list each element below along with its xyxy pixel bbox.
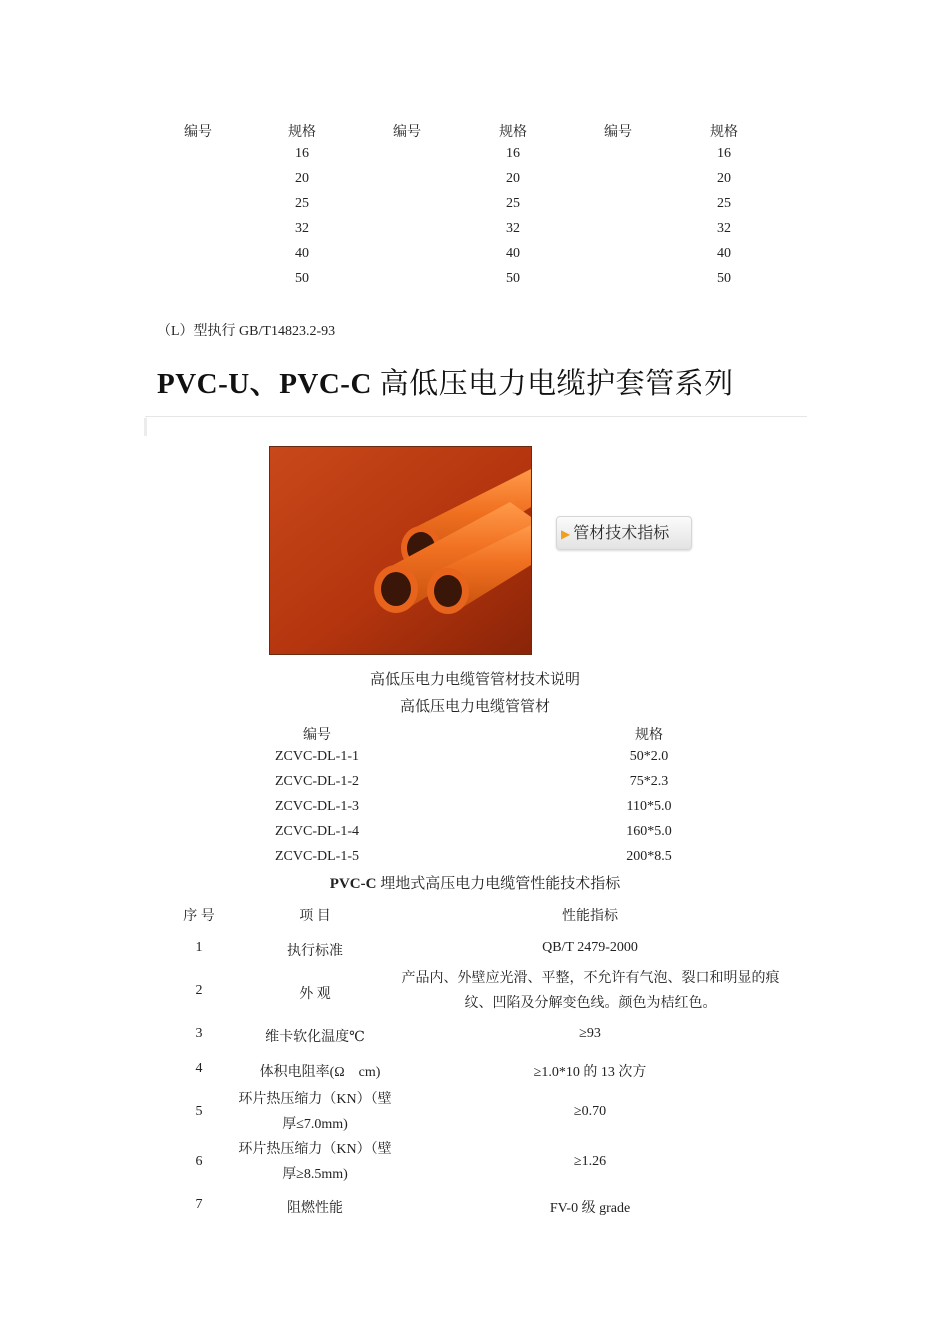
product-spec: 75*2.3 <box>629 774 669 789</box>
spec-header: 规格 <box>499 125 527 140</box>
spec-cell: 20 <box>506 171 520 186</box>
product-spec: 50*2.0 <box>629 749 669 764</box>
product-spec: 200*8.5 <box>626 849 672 864</box>
product-code: ZCVC-DL-1-1 <box>275 749 359 764</box>
perf-no: 6 <box>195 1154 203 1169</box>
divider <box>145 416 807 417</box>
perf-title <box>330 872 620 893</box>
caption-subtitle: 高低压电力电缆管管材 <box>399 699 551 715</box>
spec-cell: 40 <box>506 246 520 261</box>
perf-no: 1 <box>195 940 203 955</box>
spec-header: 规格 <box>710 125 738 140</box>
spec-cell: 20 <box>295 171 309 186</box>
spec-header: 编号 <box>184 125 212 140</box>
spec-cell: 32 <box>295 221 309 236</box>
perf-header: 性能指标 <box>562 909 618 924</box>
perf-item: 执行标准 <box>287 944 343 959</box>
perf-item: 环片热压缩力（KN）（壁厚≤7.0mm) <box>238 1092 392 1132</box>
spec-header: 规格 <box>288 125 316 140</box>
perf-item: 阻燃性能 <box>287 1201 343 1216</box>
product-code: ZCVC-DL-1-5 <box>275 849 359 864</box>
perf-title-bold: PVC-C <box>329 876 377 892</box>
spec-cell: 40 <box>295 246 309 261</box>
spec-cell: 32 <box>717 221 731 236</box>
product-header: 编号 <box>303 728 331 743</box>
section-title <box>157 361 734 402</box>
spec-cell: 50 <box>506 271 520 286</box>
spec-cell: 32 <box>506 221 520 236</box>
arrow-right-icon: ▶ <box>561 527 571 541</box>
product-code: ZCVC-DL-1-4 <box>275 824 359 839</box>
perf-header: 序 号 <box>183 909 215 924</box>
perf-value: QB/T 2479-2000 <box>542 940 638 955</box>
product-spec: 110*5.0 <box>626 799 672 814</box>
perf-item: 体积电阻率(Ω cm) <box>259 1065 381 1080</box>
perf-no: 7 <box>195 1197 203 1212</box>
perf-no: 5 <box>195 1104 203 1119</box>
standard-note: （L）型执行 GB/T14823.2-93 <box>157 324 336 339</box>
spec-cell: 25 <box>295 196 309 211</box>
tech-spec-badge-label: 管材技术指标 <box>573 523 670 542</box>
product-photo <box>269 446 532 655</box>
section-title-text: 高低压电力电缆护套管系列 <box>371 368 734 400</box>
product-code: ZCVC-DL-1-3 <box>275 799 359 814</box>
spec-cell: 16 <box>295 146 309 161</box>
product-code: ZCVC-DL-1-2 <box>275 774 359 789</box>
section-title-bold: PVC-U、PVC-C <box>157 368 372 400</box>
caption-title: 高低压电力电缆管管材技术说明 <box>369 672 581 688</box>
perf-header: 项 目 <box>299 909 331 924</box>
spec-cell: 20 <box>717 171 731 186</box>
spec-cell: 16 <box>717 146 731 161</box>
perf-value: FV-0 级 grade <box>549 1201 631 1216</box>
spec-header: 编号 <box>393 125 421 140</box>
perf-title-text: 埋地式高压电力电缆管性能技术指标 <box>376 876 621 892</box>
perf-value: 产品内、外壁应光滑、平整，不允许有气泡、裂口和明显的痕纹、凹陷及分解变色线。颜色为桔红色。 <box>401 971 780 1011</box>
spec-cell: 50 <box>717 271 731 286</box>
spec-cell: 16 <box>506 146 520 161</box>
perf-item: 维卡软化温度℃ <box>265 1030 365 1045</box>
perf-value: ≥93 <box>579 1026 601 1041</box>
perf-no: 2 <box>195 983 203 998</box>
divider-mark <box>144 418 147 436</box>
perf-item: 环片热压缩力（KN）（壁厚≥8.5mm) <box>238 1142 392 1182</box>
spec-cell: 50 <box>295 271 309 286</box>
perf-value: ≥1.26 <box>573 1154 607 1169</box>
spec-cell: 25 <box>717 196 731 211</box>
perf-value: ≥1.0*10 的 13 次方 <box>533 1065 647 1080</box>
perf-value: ≥0.70 <box>573 1104 607 1119</box>
perf-item: 外 观 <box>299 987 331 1002</box>
spec-cell: 40 <box>717 246 731 261</box>
perf-no: 4 <box>195 1061 203 1076</box>
product-header: 规格 <box>635 728 663 743</box>
spec-cell: 25 <box>506 196 520 211</box>
spec-header: 编号 <box>604 125 632 140</box>
product-spec: 160*5.0 <box>626 824 672 839</box>
tech-spec-badge[interactable] <box>556 516 692 550</box>
perf-no: 3 <box>195 1026 203 1041</box>
